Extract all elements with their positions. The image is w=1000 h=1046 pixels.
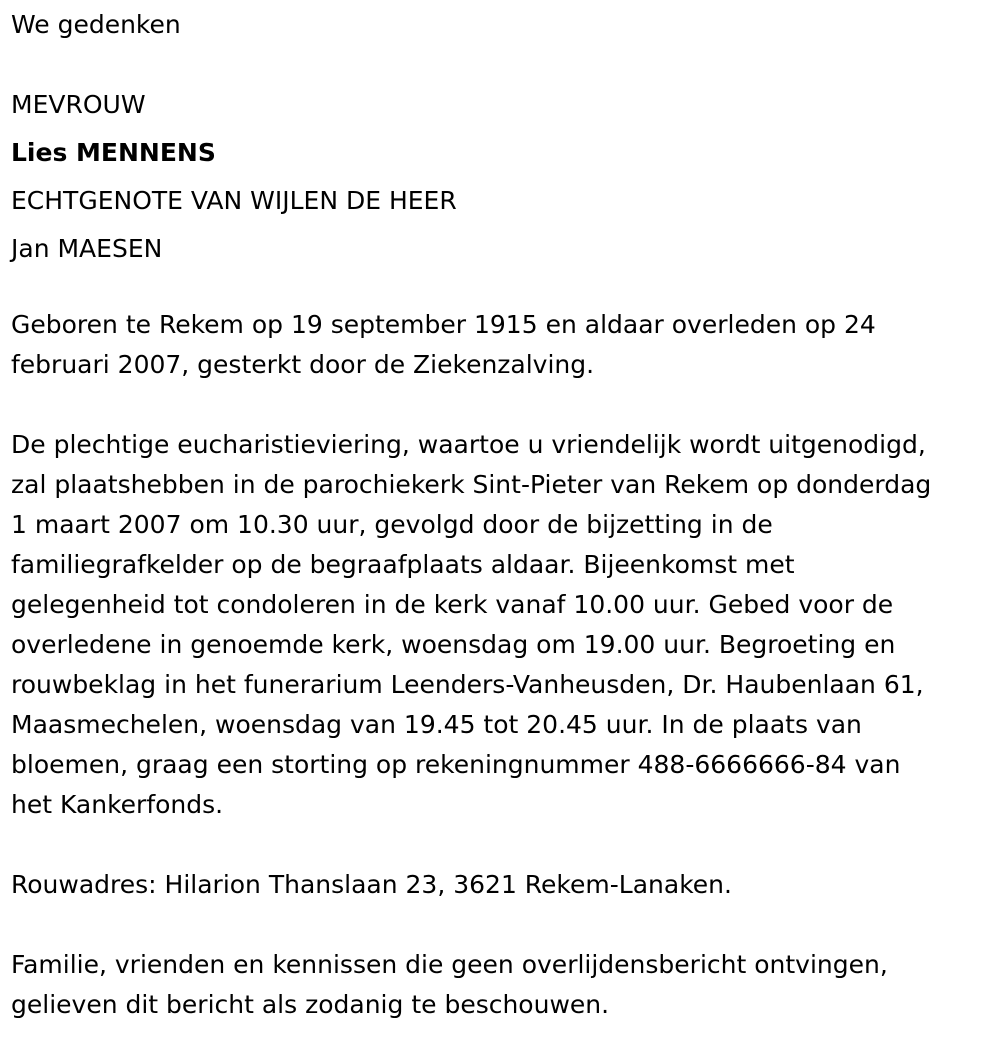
spouse-name: Jan MAESEN — [11, 234, 163, 263]
birth-death-paragraph: Geboren te Rekem op 19 september 1915 en aldaar overleden op 24 februari 2007, gesterkt door de Ziekenzalving. — [11, 310, 876, 379]
deceased-name: Lies MENNENS — [11, 138, 216, 167]
spacer — [11, 273, 996, 305]
spacer — [11, 905, 996, 945]
ceremony-paragraph: De plechtige eucharistieviering, waartoe u vriendelijk wordt uitgenodigd, zal plaatshebben in de parochiekerk Sint-Pieter van Rekem op donderdag 1 maart 2007 om 10.30 uur, gevolgd door de bijzetting in de familiegrafkelder op de begraafplaats aldaar. Bijeenkomst met gelegenheid tot condoleren in de kerk vanaf 10.00 uur. Gebed voor de overledene in genoemde kerk, woensdag om 19.00 uur. Begroeting en rouwbeklag in het funerarium Leenders-Vanheusden, Dr. Haubenlaan 61, Maasmechelen, woensdag van 19.45 tot 20.45 uur. In de plaats van bloemen, graag een storting op rekeningnummer 488-6666666-84 van het Kankerfonds. — [11, 430, 932, 819]
spacer — [11, 49, 996, 81]
heading: We gedenken — [11, 10, 181, 39]
honorific: MEVROUW — [11, 90, 146, 119]
closing-paragraph: Familie, vrienden en kennissen die geen overlijdensbericht ontvingen, gelieven dit bericht als zodanig te beschouwen. — [11, 950, 888, 1019]
obituary-notice — [11, 0, 996, 1025]
spacer — [11, 385, 996, 425]
spouse-line: ECHTGENOTE VAN WIJLEN DE HEER — [11, 186, 457, 215]
address-paragraph: Rouwadres: Hilarion Thanslaan 23, 3621 Rekem-Lanaken. — [11, 870, 732, 899]
spacer — [11, 825, 996, 865]
